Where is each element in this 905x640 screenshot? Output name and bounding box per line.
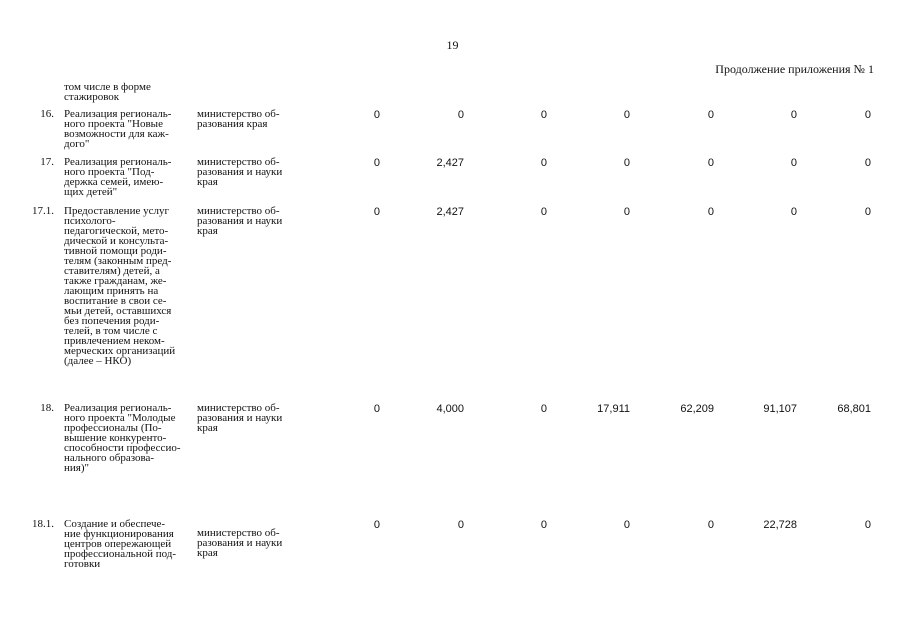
row-number: 18.1. <box>32 518 54 530</box>
row-executor: министерство об- разования и науки края <box>197 527 283 559</box>
value-cell: 91,107 <box>763 403 797 415</box>
row-name: Реализация региональ- ного проекта "Под- держка семей, имею- щих детей" <box>64 156 172 198</box>
value-cell: 0 <box>373 519 380 531</box>
row-executor: министерство об- разования и науки края <box>197 205 283 237</box>
row-executor: министерство об- разования края <box>197 108 280 130</box>
value-cell: 0 <box>790 157 797 169</box>
value-cell: 0 <box>623 109 630 121</box>
value-cell: 17,911 <box>597 403 630 415</box>
value-cell: 0 <box>373 403 380 415</box>
value-cell: 0 <box>707 109 714 121</box>
value-cell: 0 <box>864 206 871 218</box>
value-cell: 0 <box>540 519 547 531</box>
value-cell: 0 <box>623 206 630 218</box>
value-cell: 2,427 <box>436 206 464 218</box>
value-cell: 0 <box>707 206 714 218</box>
value-cell: 2,427 <box>436 157 464 169</box>
row-number: 18. <box>40 402 54 414</box>
row-number: 17.1. <box>32 205 54 217</box>
row-executor: министерство об- разования и науки края <box>197 156 283 188</box>
value-cell: 0 <box>373 109 380 121</box>
value-cell: 0 <box>864 157 871 169</box>
continued-row-text: том числе в форме стажировок <box>64 81 151 103</box>
row-name: Реализация региональ- ного проекта "Молодые профессионалы (По- вышение конкуренто- способности профессио- нального образова- ния)" <box>64 402 181 474</box>
value-cell: 0 <box>790 109 797 121</box>
value-cell: 4,000 <box>436 403 464 415</box>
appendix-continuation-note: Продолжение приложения № 1 <box>715 62 874 76</box>
value-cell: 0 <box>373 206 380 218</box>
value-cell: 0 <box>790 206 797 218</box>
value-cell: 22,728 <box>763 519 797 531</box>
value-cell: 0 <box>540 109 547 121</box>
value-cell: 0 <box>623 519 630 531</box>
value-cell: 0 <box>864 109 871 121</box>
row-executor: министерство об- разования и науки края <box>197 402 283 434</box>
value-cell: 0 <box>457 109 464 121</box>
row-name: Создание и обеспече- ние функционирования центров опережающей профессиональной под- готовки <box>64 518 177 570</box>
value-cell: 0 <box>540 403 547 415</box>
page-number: 19 <box>446 38 459 52</box>
value-cell: 0 <box>707 157 714 169</box>
value-cell: 0 <box>707 519 714 531</box>
value-cell: 0 <box>540 157 547 169</box>
value-cell: 0 <box>864 519 871 531</box>
value-cell: 0 <box>373 157 380 169</box>
value-cell: 62,209 <box>680 403 714 415</box>
row-number: 17. <box>40 156 54 168</box>
row-name: Реализация региональ- ного проекта "Новые возможности для каж- дого" <box>64 108 172 150</box>
row-number: 16. <box>40 108 54 120</box>
value-cell: 0 <box>457 519 464 531</box>
value-cell: 0 <box>540 206 547 218</box>
row-name: Предоставление услуг психолого- педагогической, мето- дической и консульта- тивной помощи роди- телям (законным пред- ставителям) детей, а также гражданам, же- лающим принять на воспитание в свои се- мьи детей, оставшихся без попечения роди- телей, в том числе с привлечением неком- мерческих организаций (далее – НКО) <box>64 205 176 367</box>
value-cell: 68,801 <box>837 403 871 415</box>
value-cell: 0 <box>623 157 630 169</box>
